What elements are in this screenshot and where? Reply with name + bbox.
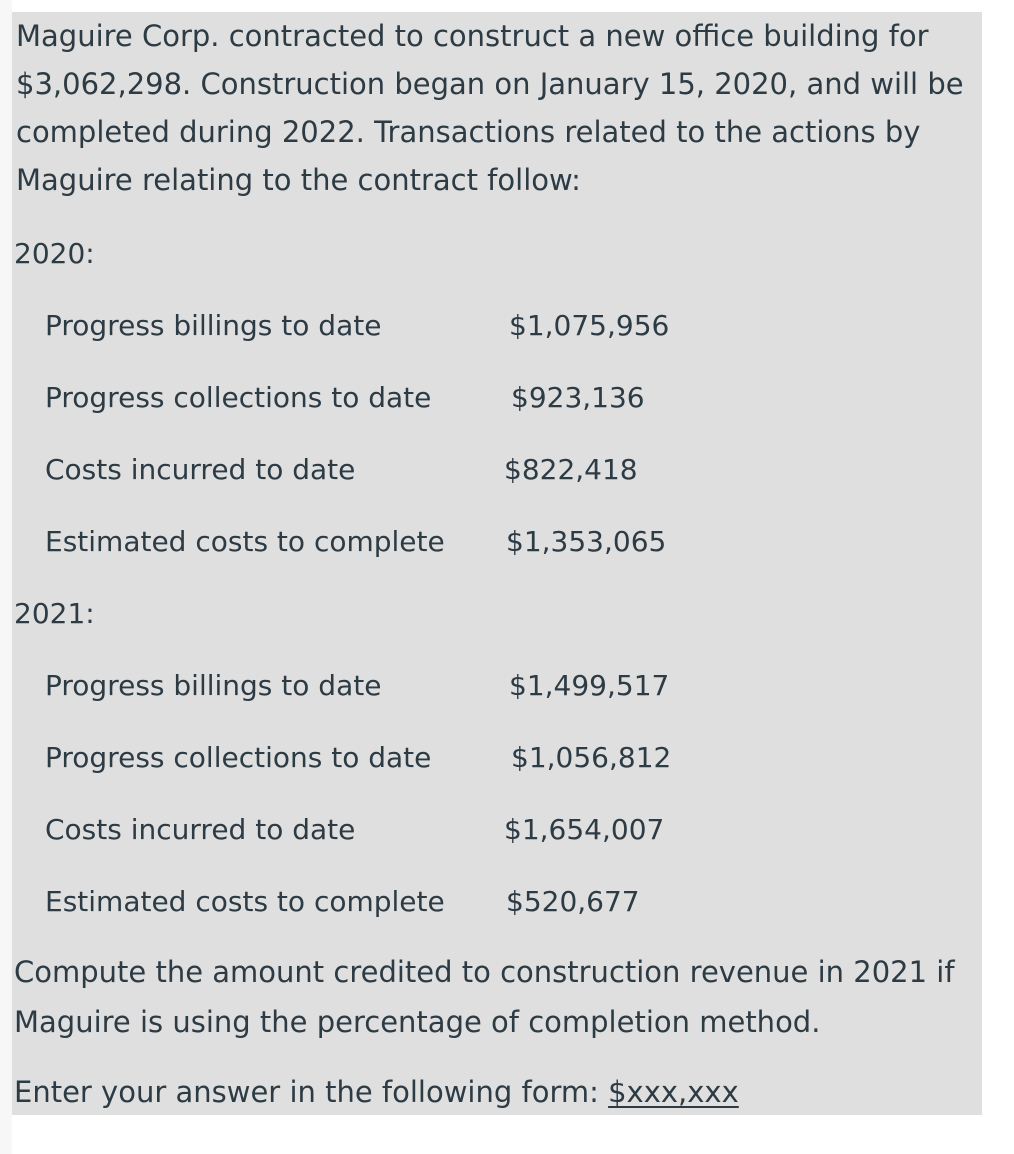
row-value: $1,075,956: [509, 309, 670, 342]
row-value: $923,136: [511, 381, 645, 414]
row-label: Estimated costs to complete: [45, 885, 445, 918]
year-heading: 2020:: [14, 237, 95, 270]
row-label: Progress collections to date: [45, 741, 432, 774]
intro-line: $3,062,298. Construction began on January 15, 2020, and will be: [16, 67, 964, 101]
intro-line: completed during 2022. Transactions related to the actions by: [16, 115, 921, 149]
answer-instruction: [14, 1075, 739, 1109]
row-value: $822,418: [504, 453, 638, 486]
row-value: $1,056,812: [511, 741, 672, 774]
question-line: Maguire is using the percentage of completion method.: [14, 1005, 821, 1039]
answer-format: $xxx,xxx: [608, 1075, 739, 1109]
row-label: Progress billings to date: [45, 309, 382, 342]
row-label: Costs incurred to date: [45, 453, 356, 486]
row-value: $1,499,517: [509, 669, 670, 702]
year-heading: 2021:: [14, 597, 95, 630]
row-label: Estimated costs to complete: [45, 525, 445, 558]
row-label: Costs incurred to date: [45, 813, 356, 846]
row-value: $1,654,007: [504, 813, 665, 846]
row-value: $1,353,065: [506, 525, 667, 558]
intro-line: Maguire Corp. contracted to construct a new office building for: [16, 19, 929, 53]
row-value: $520,677: [506, 885, 640, 918]
answer-prompt: Enter your answer in the following form:: [14, 1075, 609, 1109]
problem-panel: [12, 12, 982, 1115]
row-label: Progress billings to date: [45, 669, 382, 702]
intro-line: Maguire relating to the contract follow:: [16, 163, 581, 197]
page-edge: [0, 0, 12, 1154]
row-label: Progress collections to date: [45, 381, 432, 414]
question-line: Compute the amount credited to construction revenue in 2021 if: [14, 955, 955, 989]
